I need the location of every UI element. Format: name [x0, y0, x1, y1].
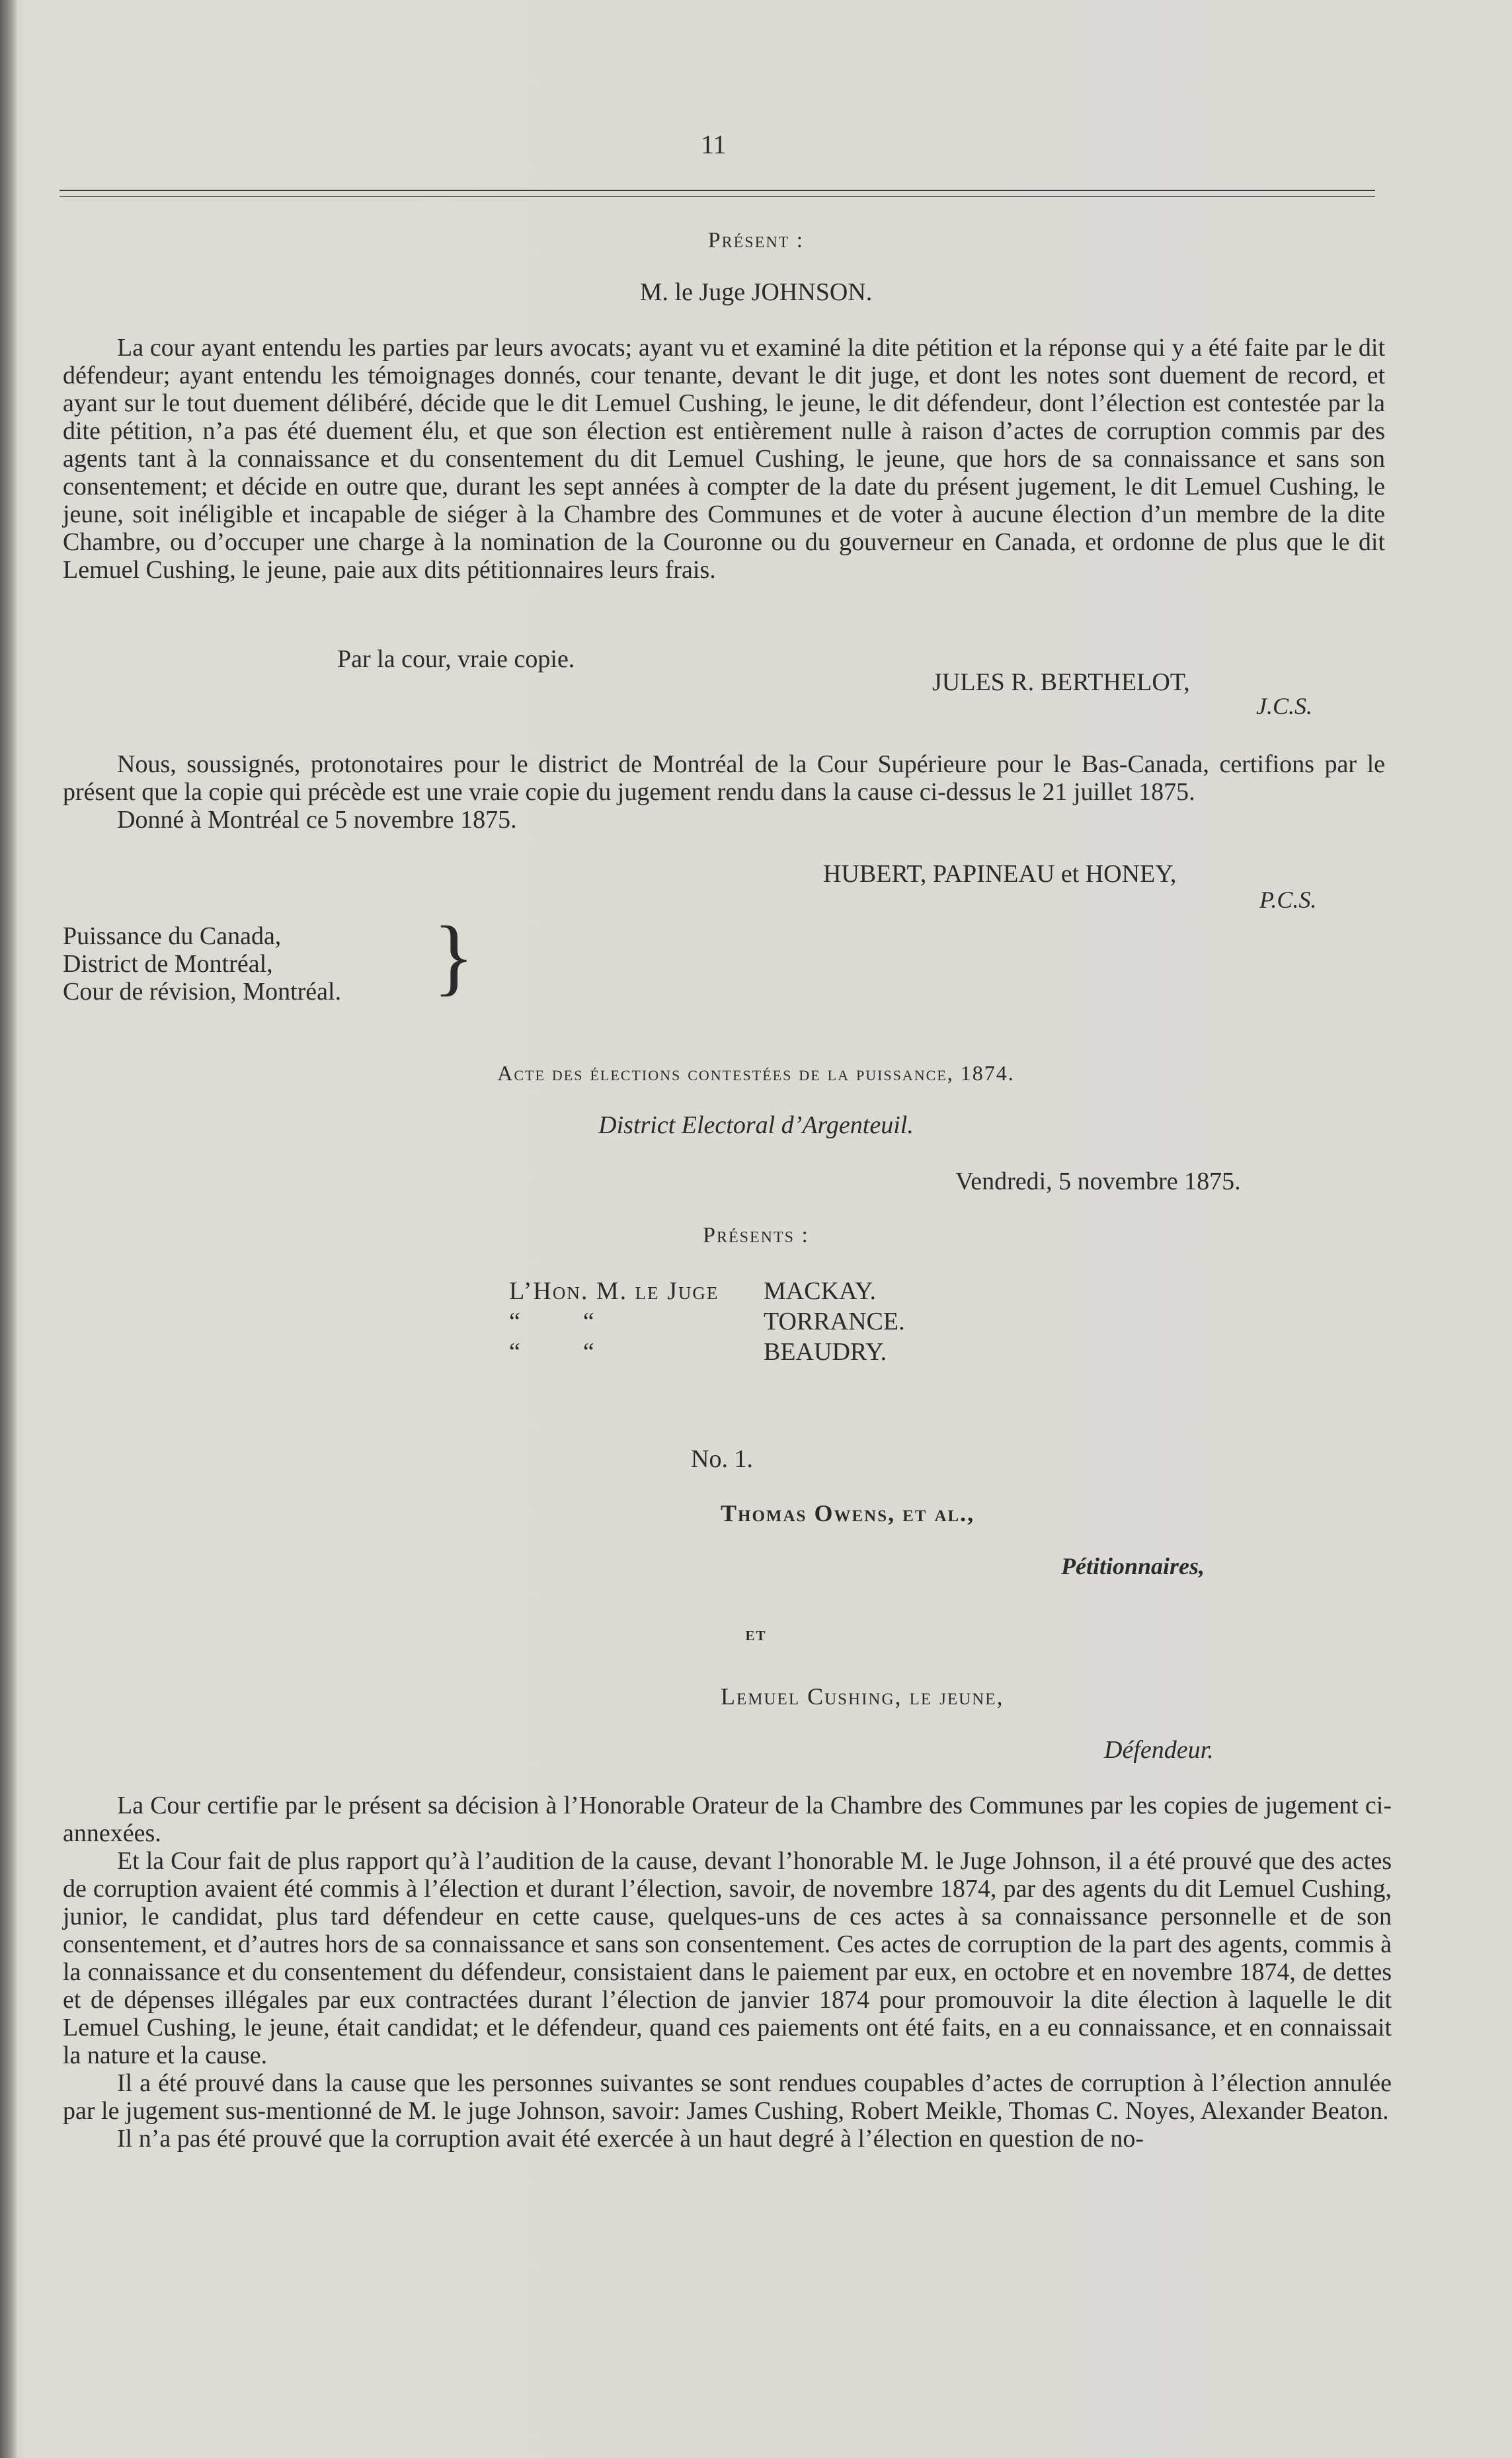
- prothonotaries-title: P.C.S.: [1259, 887, 1317, 913]
- report-paragraph: La Cour certifie par le présent sa décision à l’Honorable Orateur de la Chambre des Communes par les copies de jugement ci-annexées.: [63, 1792, 1392, 1847]
- certification-paragraph: Nous, soussignés, protonotaires pour le district de Montréal de la Cour Supérieure pour le Bas-Canada, certifions par le présent que la copie qui précède est une vraie copie du jugement rendu dans la cause ci-dessus le 21 juillet 1875.: [63, 750, 1385, 806]
- true-copy-line: Par la cour, vraie copie.: [337, 645, 575, 673]
- judge-prefix: “ “: [509, 1338, 594, 1366]
- case-number: No. 1.: [691, 1445, 753, 1473]
- judge-name: M. le Juge JOHNSON.: [639, 278, 873, 306]
- report-paragraph: Il a été prouvé dans la cause que les personnes suivantes se sont rendues coupables d’actes de corruption à l’élection annulée par le jugement sus-mentionné de M. le juge Johnson, savoir: James Cushing, Robert Meikle, Thomas C. Noyes, Alexander Beaton.: [63, 2069, 1392, 2125]
- jurisdiction-line: Puissance du Canada,: [63, 922, 282, 950]
- present-heading: Présent :: [707, 228, 805, 253]
- judge-prefix: “ “: [509, 1308, 594, 1335]
- jurisdiction-brace: }: [433, 909, 475, 1004]
- judge-row: [509, 1276, 905, 1306]
- page-number: 11: [701, 130, 727, 159]
- judge-surname: MACKAY.: [764, 1277, 877, 1305]
- judge-surname: TORRANCE.: [764, 1308, 905, 1335]
- judgment-paragraph: La cour ayant entendu les parties par leurs avocats; ayant vu et examiné la dite pétition et la réponse qui y a été faite par le dit défendeur; ayant entendu les témoignages donnés, cour tenante, devant le dit juge, et dont les notes sont duement de record, et ayant sur le tout duement délibéré, décide que le dit Lemuel Cushing, le jeune, le dit défendeur, dont l’élection est contestée par la dite pétition, n’a pas été duement élu, et que son élection est entièrement nulle à raison d’actes de corruption commis par des agents tant à la connaissance et du consentement du dit Lemuel Cushing, le jeune, que hors de sa connaissance et sans son consentement; et décide en outre que, durant les sept années à compter de la date du présent jugement, le dit Lemuel Cushing, le jeune, soit inéligible et incapable de siéger à la Chambre des Communes et de voter à aucune élection d’un membre de la dite Chambre, ou d’occuper une charge à la nomination de la Couronne ou du gouverneur en Canada, et ordonne de plus que le dit Lemuel Cushing, le jeune, paie aux dits pétitionnaires leurs frais.: [63, 334, 1385, 584]
- judgment-text: [63, 334, 1385, 584]
- versus-et: et: [745, 1623, 767, 1645]
- judge-row: [509, 1306, 905, 1337]
- judge-row: [509, 1337, 905, 1367]
- hearing-date: Vendredi, 5 novembre 1875.: [955, 1168, 1241, 1195]
- report-paragraph: Il n’a pas été prouvé que la corruption avait été exercée à un haut degré à l’élection en question de no-: [117, 2125, 1144, 2153]
- prothonotaries-signature: HUBERT, PAPINEAU et HONEY,: [823, 860, 1177, 888]
- defendant-name: Lemuel Cushing, le jeune,: [721, 1683, 1004, 1710]
- signature-berthelot: JULES R. BERTHELOT,: [932, 668, 1190, 696]
- jurisdiction-block: [63, 922, 341, 1006]
- header-rule-top: [60, 190, 1375, 191]
- report-paragraph: Et la Cour fait de plus rapport qu’à l’audition de la cause, devant l’honorable M. le Juge Johnson, il a été prouvé que des actes de corruption avaient été commis à l’élection et durant l’élection, savoir, de novembre 1874, par des agents du dit Lemuel Cushing, junior, le candidat, plus tard défendeur en cette cause, quelques-uns de ces actes à sa connaissance personnelle et de son consentement, et d’autres hors de sa connaissance et sans son consentement. Ces actes de corruption de la part des agents, commis à la connaissance et du consentement du défendeur, consistaient dans le paiement par eux, en octobre et en novembre 1874, de dettes et de dépenses illégales par eux contractées durant l’élection de janvier 1874 pour promouvoir la dite élection à laquelle le dit Lemuel Cushing, le jeune, était candidat; et le défendeur, quand ces paiements ont été faits, en a eu connaissance, et en connaissait la nature et la cause.: [63, 1847, 1392, 2069]
- district-title: District Electoral d’Argenteuil.: [598, 1111, 914, 1139]
- court-report-text: [63, 1792, 1392, 2153]
- judge-prefix: L’Hon. M. le Juge: [509, 1277, 719, 1305]
- signature-title-jcs: J.C.S.: [1256, 693, 1312, 719]
- presents-heading: Présents :: [703, 1223, 809, 1248]
- petitioner-name: Thomas Owens, et al.,: [721, 1500, 975, 1526]
- petitioner-role: Pétitionnaires,: [1061, 1553, 1205, 1579]
- certification-text: [63, 750, 1385, 834]
- header-rule-bottom: [60, 196, 1375, 197]
- jurisdiction-line: District de Montréal,: [63, 950, 273, 978]
- given-at-line: Donné à Montréal ce 5 novembre 1875.: [117, 806, 517, 834]
- judge-surname: BEAUDRY.: [764, 1338, 887, 1366]
- judges-list: [509, 1276, 905, 1367]
- act-title: Acte des élections contestées de la puissance, 1874.: [497, 1061, 1015, 1085]
- jurisdiction-line: Cour de révision, Montréal.: [63, 978, 342, 1006]
- defendant-role: Défendeur.: [1104, 1736, 1214, 1764]
